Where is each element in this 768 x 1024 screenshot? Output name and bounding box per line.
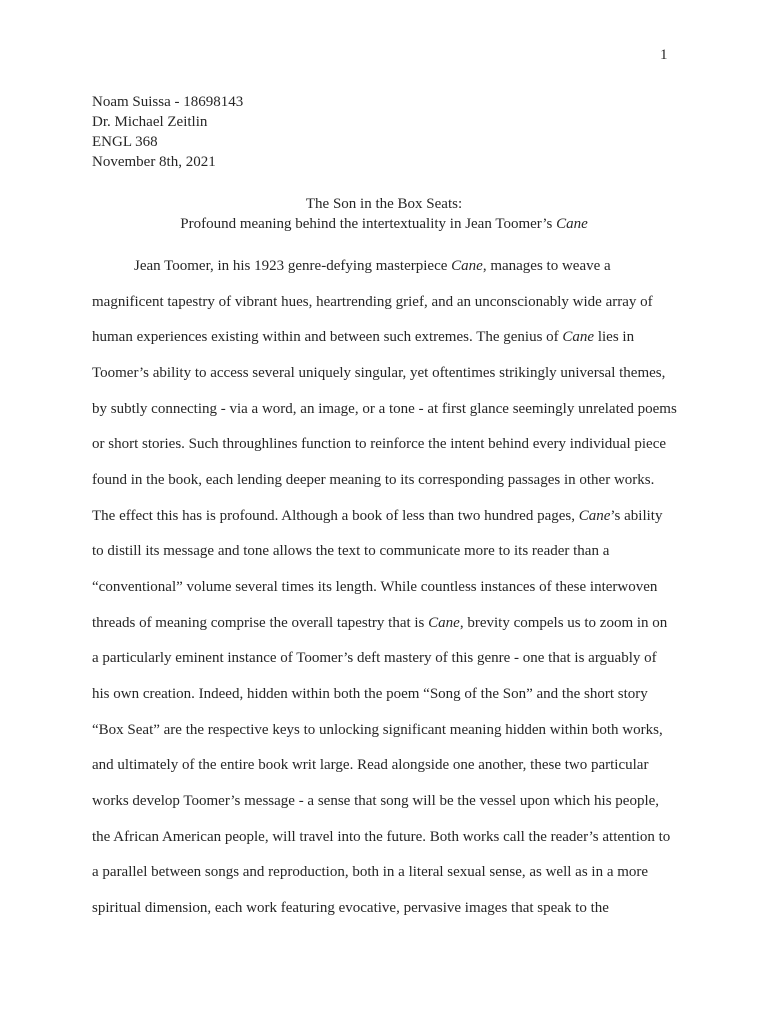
title-line-2 [92,214,676,234]
body-line: by subtly connecting - via a word, an image, or a tone - at first glance seemingly unrelated poems [92,400,677,417]
body-line-text: The effect this has is profound. Although a book of less than two hundred pages, [92,507,579,524]
body-line-text: Jean Toomer, in his 1923 genre-defying masterpiece [134,258,452,274]
body-line: a particularly eminent instance of Toomer’s deft mastery of this genre - one that is arguably of [92,650,657,667]
body-line-text: , manages to weave a [482,258,611,274]
title-line-2-text: Profound meaning behind the intertextuality in Jean Toomer’s [180,216,557,232]
submission-date: November 8th, 2021 [92,154,216,170]
essay-title [92,194,676,234]
body-line-text: threads of meaning comprise the overall tapestry that is [92,614,429,631]
book-title-italic: Cane [451,258,483,274]
body-line-text: ’s ability [610,507,663,524]
body-line-text: lies in [594,329,635,346]
mla-header [92,92,243,172]
body-line [92,327,692,347]
title-line-1: The Son in the Box Seats: [305,196,463,212]
title-book-name: Cane [556,216,588,232]
body-line: to distill its message and tone allows the text to communicate more to its reader than a [92,543,610,560]
body-line: Toomer’s ability to access several uniquely singular, yet oftentimes strikingly universal themes, [92,364,666,381]
page-number: 1 [660,47,668,63]
body-line: works develop Toomer’s message - a sense that song will be the vessel upon which his people, [92,792,660,809]
body-line [92,613,692,633]
body-line: his own creation. Indeed, hidden within both the poem “Song of the Son” and the short story [92,685,648,702]
book-title-italic: Cane [428,614,460,631]
course-code: ENGL 368 [92,134,158,150]
book-title-italic: Cane [562,329,595,346]
body-line-text: human experiences existing within and between such extremes. The genius of [92,329,563,346]
body-line [92,506,692,526]
book-title-italic: Cane [578,507,611,524]
body-line: magnificent tapestry of vibrant hues, heartrending grief, and an unconscionably wide array of [92,293,653,310]
author-name-id: Noam Suissa - 18698143 [92,94,244,110]
body-line: “Box Seat” are the respective keys to unlocking significant meaning hidden within both works, [92,721,663,738]
body-line-text: , brevity compels us to zoom in on [459,614,668,631]
body-line: and ultimately of the entire book writ large. Read alongside one another, these two particular [92,757,649,774]
body-line: a parallel between songs and reproduction, both in a literal sexual sense, as well as in a more [92,864,649,881]
body-line: or short stories. Such throughlines function to reinforce the intent behind every individual piece [92,436,667,453]
body-line: “conventional” volume several times its length. While countless instances of these interwoven [92,578,658,595]
instructor-name: Dr. Michael Zeitlin [92,114,208,130]
body-line [92,256,692,276]
essay-body [92,256,692,933]
body-line: spiritual dimension, each work featuring evocative, pervasive images that speak to the [92,899,609,916]
body-line: the African American people, will travel into the future. Both works call the reader’s attention to [92,828,671,845]
body-line: found in the book, each lending deeper meaning to its corresponding passages in other works. [92,471,655,488]
